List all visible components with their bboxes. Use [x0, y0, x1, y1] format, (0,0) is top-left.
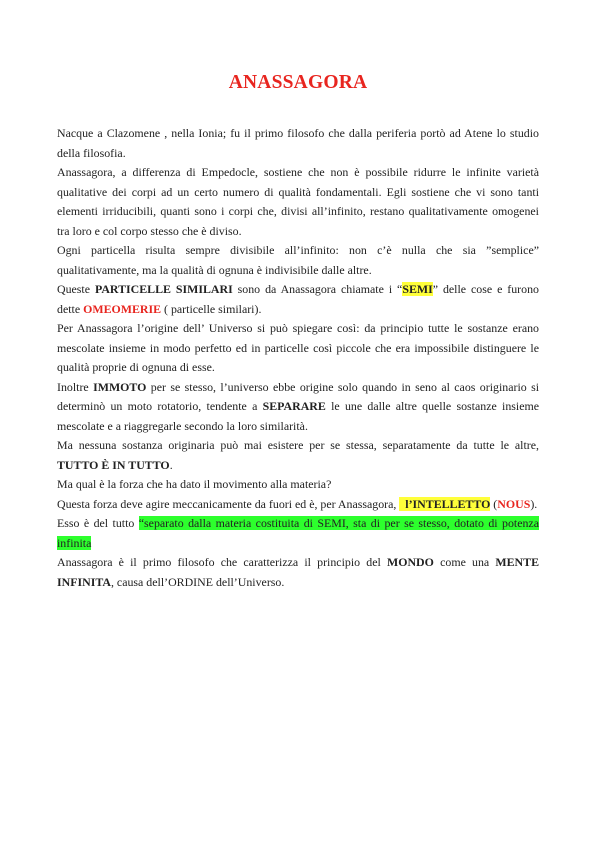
paragraph-9: [57, 495, 539, 515]
text-run: ).: [530, 496, 538, 511]
text-run: .: [169, 457, 173, 472]
text-run: come una: [433, 555, 496, 569]
document-body: [57, 124, 539, 592]
highlight-quote-green: “separato dalla materia costituita di SEMI, sta di per se stesso, dotato di potenza infinita: [57, 516, 539, 550]
text-run: Questa forza deve agire meccanicamente da fuori ed è, per Anassagora,: [57, 496, 400, 511]
highlight-semi: SEMI: [402, 282, 433, 296]
text-run: Ma nessuna sostanza originaria può mai esistere per se stessa, separatamente da tutte le altre,: [57, 438, 539, 452]
bold-term-immoto: IMMOTO: [93, 379, 147, 394]
paragraph-1: Nacque a Clazomene , nella Ionia; fu il primo filosofo che dalla periferia portò ad Atene lo studio della filosofia.: [57, 126, 539, 160]
bold-term-mondo: MONDO: [387, 555, 434, 569]
text-run: sono da Anassagora chiamate i “: [232, 282, 403, 296]
paragraph-7: [57, 436, 539, 475]
paragraph-8: Ma qual è la forza che ha dato il movimento alla materia?: [57, 477, 332, 491]
red-term-omeomerie: OMEOMERIE: [83, 301, 162, 316]
text-run: , causa dell’ORDINE dell’Universo.: [110, 574, 285, 589]
text-run: Anassagora è il primo filosofo che caratterizza il principio del: [57, 555, 387, 569]
text-run: ” delle cose e furono dette: [57, 282, 539, 316]
paragraph-11: [57, 553, 539, 592]
red-term-nous: NOUS: [497, 496, 531, 511]
text-run: le une dalle altre quelle sostanze insieme mescolate e a riaggregarle secondo la loro similarità.: [57, 399, 539, 433]
paragraph-2: Anassagora, a differenza di Empedocle, sostiene che non è possibile ridurre le infinite varietà qualitative dei corpi ad un certo numero di qualità fondamentali. Egli sostiene che vi sono tanti elementi irriducibili, quanti sono i corpi che, divisi all’infinito, restano qualitativamente omogenei tra loro e col corpo stesso che è diviso.: [57, 165, 539, 238]
paragraph-5: Per Anassagora l’origine dell’ Universo si può spiegare così: da principio tutte le sostanze erano mescolate insieme in modo perfetto ed in particelle così piccole che era impossibile distinguere le qualità proprie di ognuna di esse.: [57, 321, 539, 374]
text-run: Esso è del tutto: [57, 516, 139, 530]
highlight-intelletto: l’INTELLETTO: [399, 496, 491, 511]
text-run: per se stesso, l’universo ebbe origine solo quando in seno al caos originario si determinò un moto rotatorio, tendente a: [57, 379, 540, 413]
page-title: ANASSAGORA: [228, 72, 368, 93]
paragraph-4: [57, 280, 539, 319]
paragraph-3: Ogni particella risulta sempre divisibile all’infinito: non c’è nulla che sia ”semplice” qualitativamente, ma la qualità di ognuna è indivisibile dalle altre.: [57, 243, 539, 277]
text-run: Inoltre: [57, 379, 94, 394]
bold-term-particelle-similari: PARTICELLE SIMILARI: [94, 282, 233, 296]
paragraph-6: [57, 378, 539, 437]
bold-term-mente-infinita: MENTE INFINITA: [57, 555, 540, 589]
text-run: Queste: [57, 282, 95, 296]
text-run: ( particelle similari).: [161, 301, 262, 316]
bold-term-tutto-in-tutto: TUTTO È IN TUTTO: [57, 457, 170, 472]
paragraph-10: [57, 514, 539, 553]
text-run: (: [490, 496, 498, 511]
bold-term-separare: SEPARARE: [262, 399, 326, 413]
